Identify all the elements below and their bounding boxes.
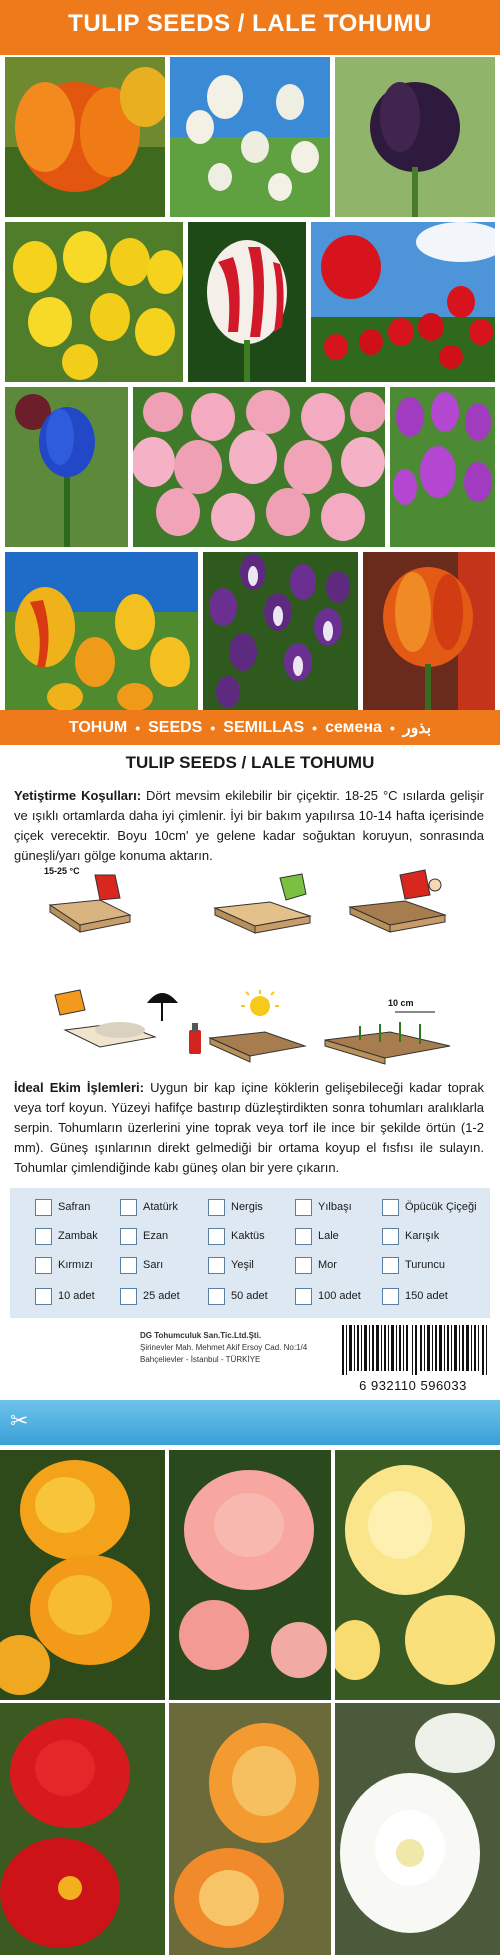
photo-orange-edged-begonia [169,1703,331,1955]
checkbox-label: Yılbaşı [318,1201,352,1213]
lang-seeds: SEEDS [148,718,203,736]
photo-red-begonia [0,1703,165,1955]
umbrella-icon [145,985,180,1025]
checkbox-label: Lale [318,1230,339,1242]
photo-purple-white-tulips [203,552,358,710]
checkbox-label: Karışık [405,1230,440,1242]
checklist-row [10,1252,490,1278]
checkbox[interactable] [120,1257,137,1274]
checkbox-label: 50 adet [231,1290,268,1302]
growing-text: Dört mevsim ekilebilir bir çiçektir. 18-25 °C ısılarda gelişir ve ışıklı ortamlarda daha iyi çimlenir. İyi bir bakım yapılırsa 10-14 hafta içerisinde çiçek verecektir. Boyu 10cm' ye gelene kadar soğuktan koruyun, sonrasında güneşli/yarı gölge konuma aktarın. [14,788,484,863]
photo-orange-red-tulip [363,552,495,710]
checkbox[interactable] [208,1228,225,1245]
checkbox-label: Kırmızı [58,1259,93,1271]
language-strip [0,710,500,745]
photo-white-tulips [170,57,330,217]
photo-yellow-begonia [335,1450,500,1700]
step-water [50,985,160,1060]
checkbox-label: Mor [318,1259,337,1271]
checkbox-label: Öpücük Çiçeği [405,1201,477,1213]
checkbox[interactable] [35,1288,52,1305]
checkbox-label: Atatürk [143,1201,178,1213]
subtitle: TULIP SEEDS / LALE TOHUMU [125,753,375,772]
photo-pink-tulips [133,387,385,547]
photo-yellow-tulips [5,222,183,382]
company-address-line1: Şirinevler Mah. Mehmet Akif Ersoy Cad. No:1/4 [140,1343,308,1352]
checklist [10,1188,490,1318]
scissors-icon: ✂ [10,1408,29,1433]
checkbox[interactable] [295,1228,312,1245]
checkbox[interactable] [208,1199,225,1216]
checkbox[interactable] [295,1288,312,1305]
photo-yellow-red-tulips [5,552,198,710]
checkbox[interactable] [120,1199,137,1216]
checkbox-label: Yeşil [231,1259,254,1271]
photo-red-tulip-field [311,222,495,382]
photo-dark-purple-tulip [335,57,495,217]
bullet: • [389,719,395,736]
checkbox-label: Safran [58,1201,91,1213]
checkbox-label: 25 adet [143,1290,180,1302]
lang-arabic: بذور [402,719,432,737]
page-title: TULIP SEEDS / LALE TOHUMU [68,10,432,37]
checkbox-label: Kaktüs [231,1230,265,1242]
sowing-instructions [14,1078,484,1178]
checkbox[interactable] [35,1199,52,1216]
checkbox-label: Sarı [143,1259,164,1271]
checkbox[interactable] [382,1288,399,1305]
checkbox-label: Nergis [231,1201,263,1213]
photo-blue-tulip [5,387,128,547]
step-sow [345,865,455,940]
checkbox-label: 150 adet [405,1290,448,1302]
bullet: • [135,719,141,736]
company-address-line2: Bahçelievler - İstanbul - TÜRKİYE [140,1355,261,1364]
step-fill-soil [210,870,320,940]
checkbox-label: Turuncu [405,1259,445,1271]
photo-orange-begonia [0,1450,165,1700]
step-temperature [40,870,140,940]
temp-label: 15-25 °C [44,866,80,876]
step-sun [205,990,315,1065]
cut-band [0,1400,500,1445]
checkbox-label: 100 adet [318,1290,361,1302]
checklist-row [10,1194,490,1220]
checkbox[interactable] [295,1257,312,1274]
company-info [140,1330,340,1366]
sowing-label: İdeal Ekim İşlemleri: [14,1080,144,1095]
photo-red-white-tulip [188,222,306,382]
checkbox[interactable] [208,1288,225,1305]
checkbox[interactable] [295,1199,312,1216]
height-label: 10 cm [388,998,414,1008]
checkbox-label: Zambak [58,1230,98,1242]
bullet: • [210,719,216,736]
checkbox-label: Ezan [143,1230,169,1242]
growing-label: Yetiştirme Koşulları: [14,788,142,803]
checklist-row [10,1223,490,1249]
spray-bottle-icon [185,1020,205,1056]
growing-conditions [14,786,484,866]
photo-pink-begonia [169,1450,331,1700]
checkbox[interactable] [382,1257,399,1274]
checkbox[interactable] [382,1199,399,1216]
checkbox[interactable] [120,1228,137,1245]
checkbox[interactable] [382,1228,399,1245]
barcode-number: 6 932110 596033 [359,1378,467,1393]
bullet: • [312,719,318,736]
photo-purple-tulips [390,387,495,547]
checklist-row-quantity [10,1283,490,1309]
photo-white-begonia [335,1703,500,1955]
photo-orange-tulip [5,57,165,217]
sowing-text: Uygun bir kap içine köklerin gelişebileceği kadar toprak veya torf koyun. Yüzeyi hafifçe bastırıp düzleştirdikten sonra tohumları aralıklarla serpin. Tohumların üzerlerini yine toprak veya torf ile ince bir şekilde örtün (1-2 mm). Güneş ışınlarının direkt gelmediği bir ortama koyup el fısfısı ile sulayın. Tohumlar çimlendiğinde kabı güneş olan bir yere çıkarın. [14,1080,484,1175]
checkbox[interactable] [35,1257,52,1274]
checkbox[interactable] [208,1257,225,1274]
company-name: DG Tohumculuk San.Tic.Ltd.Şti. [140,1331,262,1340]
checkbox[interactable] [120,1288,137,1305]
checkbox-label: 10 adet [58,1290,95,1302]
barcode [340,1325,490,1375]
lang-tohum: TOHUM [68,718,128,736]
checkbox[interactable] [35,1228,52,1245]
lang-semillas: SEMILLAS [223,718,305,736]
lang-semena: семена [325,718,382,736]
